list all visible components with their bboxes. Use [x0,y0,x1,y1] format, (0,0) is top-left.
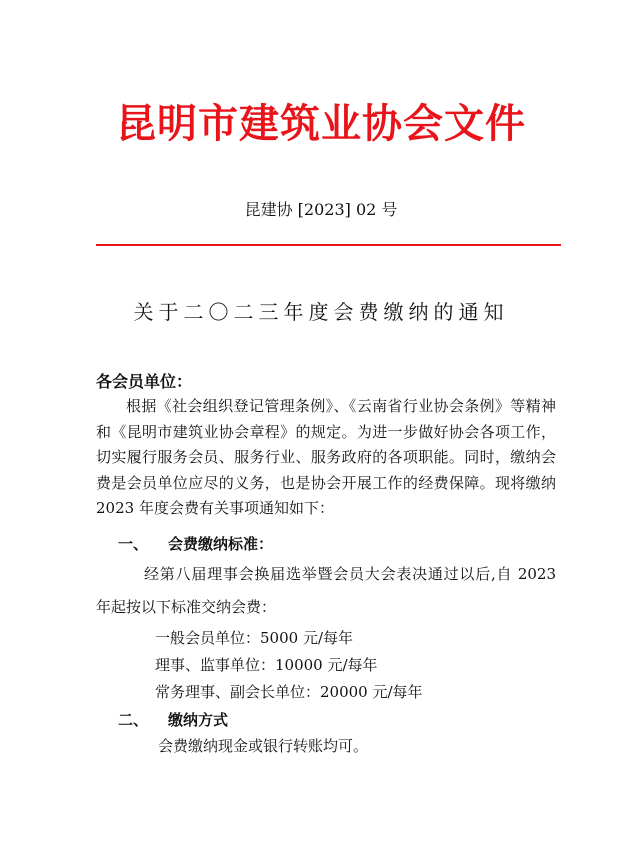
section-1-paragraph: 经第八届理事会换届选举暨会员大会表决通过以后,自 2023 年起按以下标准交纳会费： [96,565,556,616]
fee-line-general: 一般会员单位：5000 元/每年 [155,629,353,647]
section-1-title: 会费缴纳标准： [168,535,274,553]
section-2-heading [118,709,228,730]
fee-line-standing-director: 常务理事、副会长单位：20000 元/每年 [155,683,423,701]
document-header-title: 昆明市建筑业协会文件 [116,101,526,147]
notice-title: 关于二〇二三年度会费缴纳的通知 [133,300,509,324]
section-2-paragraph: 会费缴纳现金或银行转账均可。 [158,737,369,755]
section-2-number: 二、 [118,711,149,729]
section-2-title: 缴纳方式 [168,711,229,729]
salutation: 各会员单位： [96,372,193,391]
fee-line-director: 理事、监事单位：10000 元/每年 [155,656,378,674]
document-number: 昆建协 [2023] 02 号 [244,200,398,219]
section-1-heading [118,533,273,554]
section-1-number: 一、 [118,535,149,553]
header-divider [96,244,561,246]
intro-paragraph: 根据《社会组织登记管理条例》、《云南省行业协会条例》等精神和《昆明市建筑业协会章程》的规定。为进一步做好协会各项工作，切实履行服务会员、服务行业、服务政府的各项职能。同时，缴纳会费是会员单位应尽的义务，也是协会开展工作的经费保障。现将缴纳 2023 年度会费有关事项通知如下： [96,397,556,518]
